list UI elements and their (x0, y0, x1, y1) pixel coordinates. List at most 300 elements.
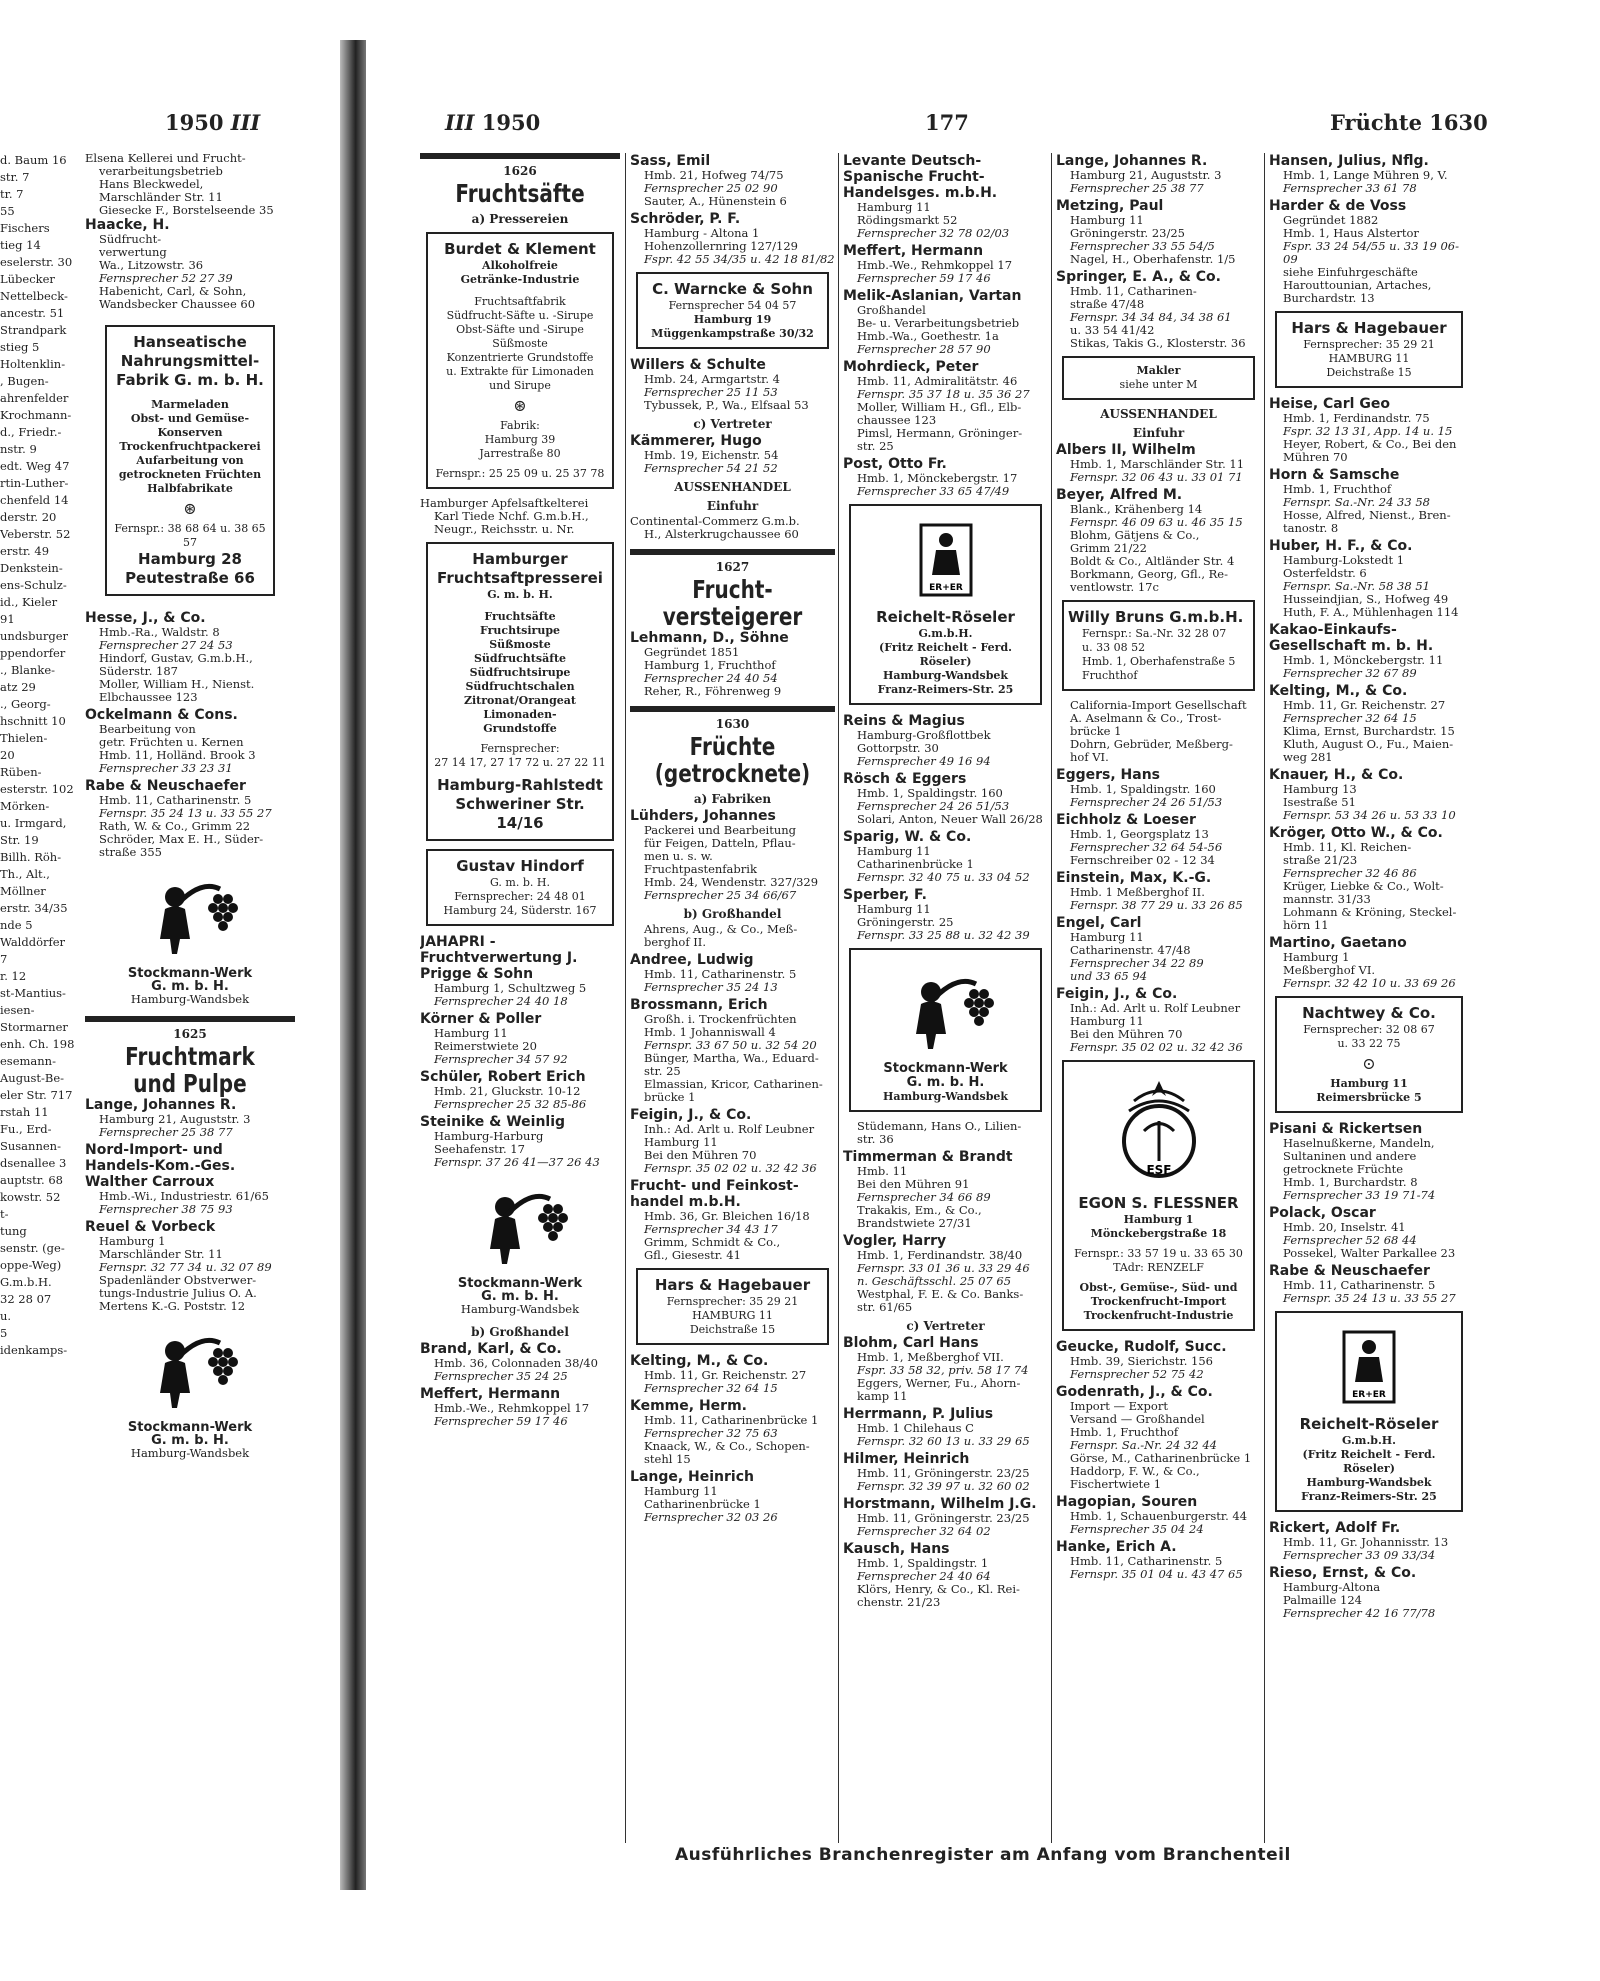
reichelt-roeseler-ad (1275, 1311, 1463, 1512)
stockmann-logo (85, 869, 295, 959)
fragment-line: , Bugen- (0, 374, 49, 388)
entry-name: Schröder, P. F. (630, 211, 741, 227)
fragment-line: tr. 7 (0, 187, 24, 201)
entry-line: Hmb. 1, Spaldingstr. 1 (857, 1556, 989, 1570)
entry-line: Fernsprecher 33 09 33/34 (1283, 1548, 1436, 1562)
directory-entry (630, 1178, 835, 1262)
entry-line: Fernsprecher 33 61 78 (1283, 181, 1417, 195)
entry-line: Heyer, Robert, & Co., Bei den (1283, 437, 1457, 451)
entry-line: str. 61/65 (857, 1300, 913, 1314)
fragment-line: d. Baum 16 (0, 153, 67, 167)
entry-line: Hamburg 11 (1070, 1014, 1144, 1028)
entry-name: Schüler, Robert Erich (420, 1069, 586, 1085)
entry-line: Continental-Commerz G.m.b. (630, 514, 800, 528)
ad-city: Hamburg-Wandsbek (882, 1090, 1009, 1103)
entry-line: Hmb. 1, Meßberghof VII. (857, 1350, 1004, 1364)
category-title: versteigerer (662, 602, 803, 631)
entry-name: Haacke, H. (85, 217, 170, 233)
entry-line: Hamburg 11 (857, 902, 931, 916)
entry-line: Meßberghof VI. (1283, 963, 1376, 977)
directory-entry (1056, 269, 1261, 350)
entry-line: Hmb. 1 Chilehaus C (857, 1421, 974, 1435)
ad-line: siehe unter M (1119, 378, 1198, 391)
fragment-line: dsenallee 3 (0, 1156, 67, 1170)
entry-name: Kelting, M., & Co. (1269, 683, 1408, 699)
entry-line: Hmb. 21, Gluckstr. 10-12 (434, 1084, 581, 1098)
entry-name: Harder & de Voss (1269, 198, 1407, 214)
fragment-line: 5 (0, 1326, 8, 1340)
stockmann-ad (420, 1179, 620, 1316)
ad-line: Konzentrierte Grundstoffe (446, 351, 594, 364)
entry-line: Fernsprecher 32 78 02/03 (857, 226, 1010, 240)
ad-title: G. m. b. H. (487, 588, 553, 601)
entry-name: Feigin, J., & Co. (1056, 986, 1178, 1002)
directory-entry (843, 1451, 1048, 1493)
entry-line: Hmb. 21, Hofweg 74/75 (644, 168, 784, 182)
entry-line: Hosse, Alfred, Nienst., Bren- (1283, 508, 1451, 522)
entry-name: Geucke, Rudolf, Succ. (1056, 1339, 1227, 1355)
directory-entry (1056, 487, 1261, 594)
ad-line: und Sirupe (489, 379, 551, 392)
ad-street: Deichstraße 15 (689, 1323, 776, 1336)
entry-name: Lehmann, D., Söhne (630, 630, 789, 646)
entry-line: Hamburg 11 (434, 1026, 508, 1040)
ad-line: Fernspr.: Sa.-Nr. 32 28 07 (1082, 627, 1227, 640)
fragment-line: Rüben- (0, 765, 42, 779)
entry-line: Westphal, F. E. & Co. Banks- (857, 1287, 1024, 1301)
directory-entry (1056, 1494, 1261, 1536)
ad-phone: u. 33 22 75 (1337, 1037, 1401, 1050)
ad-line: Hamburg 24, Süderstr. 167 (443, 904, 597, 917)
ad-line: G.m.b.H. (1341, 1434, 1397, 1447)
fragment-line: Strandpark (0, 323, 67, 337)
ad-line: Aufarbeitung von (136, 454, 244, 467)
entry-name: Melik-Aslanian, Vartan (843, 288, 1022, 304)
entry-name: Brossmann, Erich (630, 997, 768, 1013)
ad-street: Schweriner Str. 14/16 (455, 795, 585, 832)
entry-line: Catharinenbrücke 1 (644, 1497, 761, 1511)
entry-line: Fernsprecher 34 66 89 (857, 1190, 991, 1204)
hars-hagebauer-ad (1275, 311, 1463, 388)
entry-line: Fernsprecher 35 04 24 (1070, 1522, 1204, 1536)
entry-line: Fernsprecher 32 64 15 (644, 1381, 778, 1395)
ad-line: Obst-, Gemüse-, Süd- und (1079, 1281, 1238, 1294)
ad-title: Nachtwey & Co. (1302, 1004, 1436, 1022)
entry-line: California-Import Gesellschaft (1070, 698, 1247, 712)
category-title: Frucht- (692, 575, 773, 604)
directory-entry (85, 778, 295, 859)
ad-line: Trockenfrucht-Industrie (1083, 1309, 1234, 1322)
directory-entry (1269, 825, 1469, 932)
entry-line: Hmb. 24, Wendenstr. 327/329 (644, 875, 819, 889)
entry-line: chenstr. 21/23 (857, 1595, 941, 1609)
entry-line: Hmb. 1, Spaldingstr. 160 (857, 786, 1003, 800)
entry-line: berghof II. (644, 935, 707, 949)
fragment-line: hschnitt 10 (0, 714, 66, 728)
fragment-line: eselerstr. 30 (0, 255, 73, 269)
fragment-line: esterstr. 102 (0, 782, 74, 796)
entry-line: Fernsprecher 52 75 42 (1070, 1367, 1204, 1381)
entry-line: Hmb. 19, Eichenstr. 54 (644, 448, 779, 462)
fragment-line: Walddörfer (0, 935, 66, 949)
left-column (85, 152, 295, 1470)
entry-name: Timmerman & Brandt (843, 1149, 1013, 1165)
directory-entry (630, 1353, 835, 1395)
entry-name: Meffert, Hermann (843, 243, 984, 259)
directory-entry (630, 211, 835, 266)
entry-line: Hmb. 1, Georgsplatz 13 (1070, 827, 1209, 841)
left-page (0, 60, 340, 1840)
entry-line: Neugr., Reichsstr. u. Nr. (434, 522, 575, 536)
entry-name: Kausch, Hans (843, 1541, 950, 1557)
entry-line: str. 25 (857, 439, 894, 453)
ad-line: Obst-Säfte und -Sirupe (456, 323, 584, 336)
page-number: 177 (925, 110, 969, 135)
entry-name: Lange, Johannes R. (1056, 153, 1208, 169)
entry-line: u. 33 54 41/42 (1070, 323, 1155, 337)
entry-line: Fernspr. 37 26 41—37 26 43 (434, 1155, 600, 1169)
entry-line: Fernspr. 32 42 10 u. 33 69 26 (1283, 976, 1456, 990)
ad-city: Hamburg 11 (1330, 1077, 1408, 1090)
fragment-line: senstr. (ge- (0, 1241, 65, 1255)
column-5 (1269, 153, 1469, 1843)
fragment-line: u. Irmgard, (0, 816, 67, 830)
ad-company-form: G. m. b. H. (151, 1433, 229, 1448)
warncke-ad (636, 272, 829, 349)
directory-entry (85, 1219, 295, 1313)
fragment-line: Stormarner (0, 1020, 68, 1034)
fragment-line: Fischers (0, 221, 50, 235)
footer-note: Ausführliches Branchenregister am Anfang vom Branchenteil (675, 1845, 1291, 1865)
entry-line: Großh. i. Trockenfrüchten (644, 1012, 797, 1026)
entry-line: Hmb.-Wi., Industriestr. 61/65 (99, 1189, 269, 1203)
entry-line: mannstr. 31/33 (1283, 892, 1371, 906)
ad-title: Nahrungsmittel- (120, 352, 260, 370)
entry-name: Beyer, Alfred M. (1056, 487, 1183, 503)
category-heading: AUSSENHANDEL (1100, 407, 1217, 421)
entry-name: Rieso, Ernst, & Co. (1269, 1565, 1417, 1581)
entry-line: Hamburg 11 (857, 844, 931, 858)
fragment-line: ., Blanke- (0, 663, 56, 677)
entry-line: Haselnußkerne, Mandeln, (1283, 1136, 1435, 1150)
entry-line: Bei den Mühren 91 (857, 1177, 970, 1191)
entry-line: hörn 11 (1283, 918, 1329, 932)
entry-line: Fernsprecher 35 24 13 (644, 980, 778, 994)
ad-line: Süßmoste (489, 638, 551, 651)
column-3 (843, 153, 1048, 1843)
directory-entry (843, 153, 1048, 240)
entry-line: Fernspr. 32 06 43 u. 33 01 71 (1070, 470, 1243, 484)
ad-city: Hamburg 19 (693, 313, 772, 326)
right-page (375, 60, 1555, 1865)
entry-line: Hans Bleckwedel, (99, 177, 204, 191)
entry-name: Martino, Gaetano (1269, 935, 1407, 951)
ad-company: Stockmann-Werk (127, 966, 253, 981)
fragment-line: enh. Ch. 198 (0, 1037, 75, 1051)
ad-line: G. m. b. H. (490, 876, 550, 889)
directory-entry (420, 934, 620, 1008)
entry-name: Eggers, Hans (1056, 767, 1160, 783)
ad-line: Trockenfrucht-Import (1090, 1295, 1227, 1308)
fragment-line: ., Georg- (0, 697, 51, 711)
entry-line: Rödingsmarkt 52 (857, 213, 958, 227)
entry-line: Inh.: Ad. Arlt u. Rolf Leubner (644, 1122, 815, 1136)
ad-line: Alkoholfreie (482, 259, 558, 272)
entry-line: Hamburg - Altona 1 (644, 226, 760, 240)
entry-line: Fernsprecher 25 32 85-86 (434, 1097, 587, 1111)
entry-line: Fernsprecher 27 24 53 (99, 638, 233, 652)
reichelt-mark-icon (1339, 1327, 1399, 1407)
palm-emblem-icon (1114, 1076, 1204, 1186)
entry-line: Grimm 21/22 (1070, 541, 1147, 555)
entry-line: verarbeitungsbetrieb (99, 164, 223, 178)
ad-city: Hamburg-Wandsbek (130, 1446, 250, 1460)
entry-line: Versand — Großhandel (1070, 1412, 1205, 1426)
entry-name: Metzing, Paul (1056, 198, 1164, 214)
entry-name: Kakao-Einkaufs-Gesellschaft m. b. H. (1269, 622, 1434, 654)
ad-street: Reimersbrücke 5 (1316, 1091, 1422, 1104)
ad-title: Hanseatische (133, 333, 247, 351)
entry-line: str. 36 (857, 1132, 894, 1146)
directory-entry (630, 1398, 835, 1466)
entry-line: Hmb. 11, Gr. Reichenstr. 27 (1283, 698, 1446, 712)
ad-street: Jarrestraße 80 (479, 447, 561, 460)
fragment-line: Krochmann- (0, 408, 72, 422)
category-title: und Pulpe (133, 1069, 247, 1098)
entry-name: Rickert, Adolf Fr. (1269, 1520, 1401, 1536)
directory-entry (1056, 442, 1261, 484)
willy-bruns-ad (1062, 600, 1255, 691)
entry-line: Hmb. 1, Lange Mühren 9, V. (1283, 168, 1448, 182)
entry-line: Hmb. 11, Catharinen- (1070, 284, 1197, 298)
entry-line: Hmb. 1, Ferdinandstr. 38/40 (857, 1248, 1023, 1262)
entry-line: Fernsprecher 32 03 26 (644, 1510, 778, 1524)
ad-label: Fabrik: (500, 419, 540, 432)
fragment-line: kowstr. 52 (0, 1190, 61, 1204)
entry-line: Fernspr. 33 67 50 u. 32 54 20 (644, 1038, 817, 1052)
directory-entry (1056, 915, 1261, 983)
entry-line: Mertens K.-G. Poststr. 12 (99, 1299, 246, 1313)
entry-line: Husseindjian, S., Hofweg 49 (1283, 592, 1449, 606)
entry-line: Großhandel (857, 303, 926, 317)
entry-line: Hmb.-Wa., Goethestr. 1a (857, 329, 999, 343)
ad-company: Stockmann-Werk (127, 1420, 253, 1435)
entry-line: Hamburg-Altona (1283, 1580, 1381, 1594)
entry-name: Lühders, Johannes (630, 808, 776, 824)
fragment-line: tieg 14 (0, 238, 41, 252)
directory-entry (85, 610, 295, 704)
directory-entry (1056, 812, 1261, 867)
entry-line: Stikas, Takis G., Klosterstr. 36 (1070, 336, 1246, 350)
ad-phone: 27 14 17, 27 17 72 u. 27 22 11 (434, 756, 606, 769)
entry-line: Fernspr. 32 40 75 u. 33 04 52 (857, 870, 1030, 884)
entry-name: Meffert, Hermann (420, 1386, 561, 1402)
entry-name: Post, Otto Fr. (843, 456, 947, 472)
ad-title: Hars & Hagebauer (1291, 319, 1447, 337)
entry-line: Fischertwiete 1 (1070, 1477, 1162, 1491)
entry-line: Eggers, Werner, Fu., Ahorn- (857, 1376, 1021, 1390)
entry-line: str. 25 (644, 1064, 681, 1078)
entry-line: Fernsprecher 24 40 64 (857, 1569, 991, 1583)
entry-line: Gegründet 1851 (644, 645, 740, 659)
entry-name: Huber, H. F., & Co. (1269, 538, 1413, 554)
directory-entry (1269, 1263, 1469, 1305)
entry-line: Fernsprecher 32 75 63 (644, 1426, 778, 1440)
entry-line: Hmb. 11, Gr. Reichenstr. 27 (644, 1368, 807, 1382)
ad-title: Reichelt-Röseler (876, 608, 1015, 626)
ad-line: Fernsprecher: 24 48 01 (454, 890, 586, 903)
fragment-line: esemann- (0, 1054, 56, 1068)
ad-line: Franz-Reimers-Str. 25 (1301, 1490, 1437, 1503)
fragment-line: iesen- (0, 1003, 35, 1017)
entry-line: Fernspr. Sa.-Nr. 24 32 44 (1070, 1438, 1217, 1452)
entry-line: Karl Tiede Nchf. G.m.b.H., (434, 509, 589, 523)
hamburger-fruchtsaftpresserei-ad (426, 542, 614, 841)
entry-line: Hamburg 11 (644, 1484, 718, 1498)
entry-line: Boldt & Co., Altländer Str. 4 (1070, 554, 1235, 568)
directory-entry (1056, 986, 1261, 1054)
entry-line: Hmb. 1, Ferdinandstr. 75 (1283, 411, 1430, 425)
entry-line: Fernsprecher 25 38 77 (1070, 181, 1204, 195)
entry-line: Klima, Ernst, Burchardstr. 15 (1283, 724, 1455, 738)
entry-line: Dohrn, Gebrüder, Meßberg- (1070, 737, 1233, 751)
ad-street: Deichstraße 15 (1326, 366, 1412, 379)
directory-entry (85, 217, 295, 311)
entry-line: Hamburg 1 (1283, 950, 1350, 964)
fragment-line: idenkamps- (0, 1343, 68, 1357)
entry-line: Hamburger Apfelsaftkelterei (420, 496, 589, 510)
ad-telegram: TAdr: RENZELF (1113, 1261, 1204, 1274)
directory-entry (843, 829, 1048, 884)
entry-line: Hamburg 1 (99, 1234, 166, 1248)
entry-name: Kelting, M., & Co. (630, 1353, 769, 1369)
category-title: (getrocknete) (654, 759, 811, 788)
column-2 (630, 153, 835, 1843)
fragment-line: nstr. 9 (0, 442, 37, 456)
directory-entry (420, 1011, 620, 1066)
fruit-carrier-icon (886, 964, 1006, 1054)
hindorf-ad (426, 849, 614, 926)
egon-flessner-ad (1062, 1060, 1255, 1331)
directory-entry (1269, 467, 1469, 535)
fragment-line: tung (0, 1224, 27, 1238)
ad-line: (Fritz Reichelt - Ferd. Röseler) (879, 641, 1012, 668)
entry-line: Catharinenstr. 47/48 (1070, 943, 1191, 957)
entry-line: A. Aselmann & Co., Trost- (1070, 711, 1222, 725)
fragment-line: u. (0, 1309, 12, 1323)
fragment-line: stieg 5 (0, 340, 40, 354)
entry-line: Fernsprecher 24 26 51/53 (1070, 795, 1223, 809)
directory-entry (1269, 1205, 1469, 1260)
entry-line: Fernspr. Sa.-Nr. 24 33 58 (1283, 495, 1430, 509)
directory-entry (85, 1142, 295, 1216)
entry-line: Bei den Mühren 70 (644, 1148, 757, 1162)
stockmann-ad (85, 1323, 295, 1460)
fruit-carrier-icon (460, 1179, 580, 1269)
entry-line: Fernspr. 35 02 02 u. 32 42 36 (1070, 1040, 1243, 1054)
fragment-line: Veberstr. 52 (0, 527, 71, 541)
ad-title: Willy Bruns G.m.b.H. (1068, 608, 1244, 626)
entry-line: Tybussek, P., Wa., Elfsaal 53 (644, 398, 809, 412)
entry-line: Fernspr. 35 24 13 u. 33 55 27 (99, 806, 272, 820)
ad-phone: Fernsprecher 54 04 57 (668, 299, 797, 312)
entry-name: Kämmerer, Hugo (630, 433, 762, 449)
directory-entry (1056, 1539, 1261, 1581)
entry-line: Südfrucht- (99, 232, 162, 246)
entry-line: siehe Einfuhrgeschäfte (1283, 265, 1418, 279)
entry-line: Stüdemann, Hans O., Lilien- (857, 1119, 1022, 1133)
entry-line: Import — Export (1070, 1399, 1168, 1413)
fragment-line: Th., Alt., (0, 867, 50, 881)
entry-line: Fernsprecher 33 65 47/49 (857, 484, 1010, 498)
stockmann-logo (855, 964, 1036, 1054)
entry-line: Hmb. 11, Catharinenbrücke 1 (644, 1413, 819, 1427)
entry-line: Fernsprecher 32 64 54-56 (1070, 840, 1223, 854)
directory-entry (843, 1335, 1048, 1403)
category-sub: c) Vertreter (693, 417, 772, 431)
fragment-line: Thielen- (0, 731, 48, 745)
entry-name: Hesse, J., & Co. (85, 610, 206, 626)
entry-line: Hmb.-We., Rehmkoppel 17 (857, 258, 1013, 272)
ad-street: Peutestraße 66 (125, 569, 255, 587)
entry-line: Fernsprecher 49 16 94 (857, 754, 991, 768)
directory-entry (843, 288, 1048, 356)
entry-name: Sperber, F. (843, 887, 927, 903)
entry-line: Fernsprecher 59 17 46 (434, 1414, 568, 1428)
entry-line: tanostr. 8 (1283, 521, 1339, 535)
egon-mark-text: ESF (1145, 1163, 1172, 1177)
entry-name: Ockelmann & Cons. (85, 707, 238, 723)
category-heading: AUSSENHANDEL (674, 480, 791, 494)
entry-name: Eichholz & Loeser (1056, 812, 1196, 828)
directory-entry (1269, 767, 1469, 822)
fragment-line: August-Be- (0, 1071, 65, 1085)
entry-line: Fernsprecher 52 68 44 (1283, 1233, 1417, 1247)
entry-name: Albers II, Wilhelm (1056, 442, 1196, 458)
ad-city: Hamburg 39 (484, 433, 556, 446)
entry-line: Fernsprecher 33 19 71-74 (1283, 1188, 1436, 1202)
directory-entry (1269, 153, 1469, 195)
entry-line: Hmb. 1, Fruchthof (1070, 1425, 1179, 1439)
entry-line: Solari, Anton, Neuer Wall 26/28 (857, 812, 1043, 826)
entry-line: verwertung (99, 245, 167, 259)
fragment-line: Susannen- (0, 1139, 61, 1153)
entry-line: Rath, W. & Co., Grimm 22 (99, 819, 251, 833)
directory-entry (630, 808, 835, 902)
ad-title: EGON S. FLESSNER (1078, 1194, 1239, 1212)
entry-name: Nord-Import- und Handels-Kom.-Ges. Walther Carroux (85, 1142, 236, 1190)
entry-line: Fernsprecher 25 02 90 (644, 181, 778, 195)
ad-title: Reichelt-Röseler (1299, 1415, 1439, 1433)
entry-name: Springer, E. A., & Co. (1056, 269, 1221, 285)
entry-line: Gröningerstr. 23/25 (1070, 226, 1185, 240)
entry-name: Hansen, Julius, Nflg. (1269, 153, 1429, 169)
entry-line: Moller, William H., Nienst. (99, 677, 255, 691)
column-rule (1264, 153, 1265, 1843)
entry-line: Packerei und Bearbeitung (644, 823, 797, 837)
fragment-line: rstah 11 (0, 1105, 49, 1119)
entry-line: Görse, M., Catharinenbrücke 1 (1070, 1451, 1252, 1465)
entry-line: Hmb. 20, Inselstr. 41 (1283, 1220, 1406, 1234)
entry-line: Habenicht, Carl, & Sohn, (99, 284, 247, 298)
entry-line: Fernschreiber 02 - 12 34 (1070, 853, 1215, 867)
directory-entry (1056, 767, 1261, 809)
entry-name: Einstein, Max, K.-G. (1056, 870, 1212, 886)
entry-line: Pimsl, Hermann, Gröninger- (857, 426, 1023, 440)
entry-line: Hmb. 1, Schauenburgerstr. 44 (1070, 1509, 1248, 1523)
entry-line: Hmb. 1, Haus Alstertor (1283, 226, 1419, 240)
stockmann-ad (85, 869, 295, 1006)
